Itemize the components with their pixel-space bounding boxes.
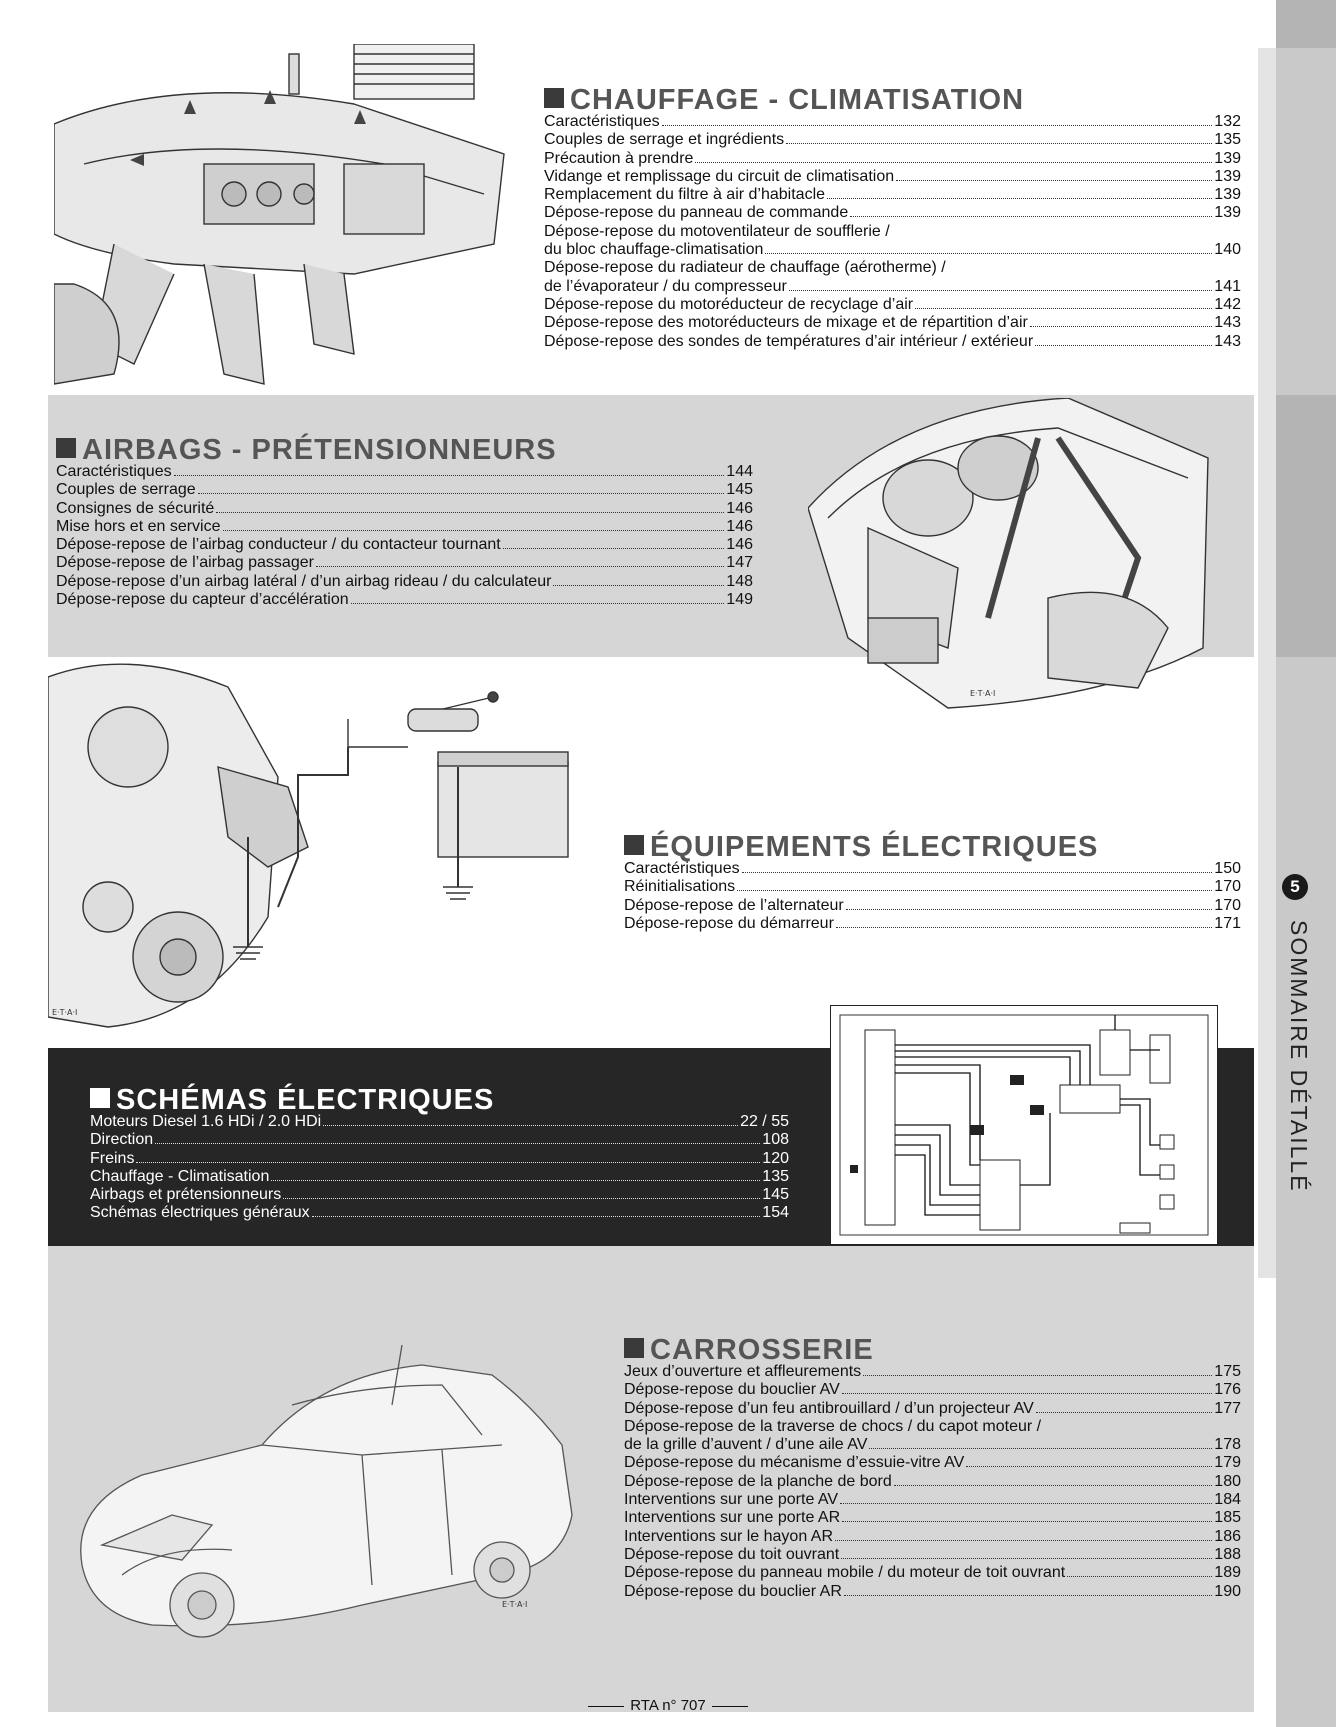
toc-entry xyxy=(624,1454,1241,1472)
toc-airbags xyxy=(56,463,753,609)
toc-entry-page: 140 xyxy=(1214,241,1241,259)
toc-leader-dots xyxy=(216,512,724,513)
toc-leader-dots xyxy=(1036,1412,1213,1413)
toc-entry-page: 178 xyxy=(1214,1436,1241,1454)
toc-entry-page: 149 xyxy=(726,591,753,609)
toc-entry xyxy=(90,1168,789,1186)
bullet-square-icon xyxy=(624,1338,644,1358)
toc-leader-dots xyxy=(827,198,1212,199)
toc-entry-page: 139 xyxy=(1214,167,1241,185)
toc-leader-dots xyxy=(323,1125,738,1126)
section-title-carrosserie xyxy=(624,1335,874,1365)
toc-entry-label: Dépose-repose du panneau de commande xyxy=(544,204,849,222)
toc-entry xyxy=(544,259,1241,277)
toc-entry-label: de l’évaporateur / du compresseur xyxy=(544,277,787,295)
toc-entry xyxy=(544,168,1241,186)
toc-entry-page: 180 xyxy=(1214,1472,1241,1490)
toc-entry xyxy=(624,860,1241,878)
toc-leader-dots xyxy=(841,1558,1212,1559)
toc-leader-dots xyxy=(283,1198,760,1199)
toc-entry xyxy=(624,1546,1241,1564)
toc-entry-page: 143 xyxy=(1214,314,1241,332)
section-title-chauffage xyxy=(544,85,1024,115)
footer-text: RTA n° 707 xyxy=(630,1697,706,1714)
toc-leader-dots xyxy=(553,585,724,586)
toc-leader-dots xyxy=(742,872,1213,873)
toc-entry-label: Chauffage - Climatisation xyxy=(90,1167,270,1185)
toc-entry-label: Caractéristiques xyxy=(56,463,172,480)
toc-leader-dots xyxy=(1035,345,1212,346)
chapter-number-badge: 5 xyxy=(1282,874,1308,900)
toc-entry-label: Jeux d’ouverture et affleurements xyxy=(624,1363,862,1380)
toc-entry xyxy=(544,278,1241,296)
page-footer xyxy=(0,1697,1336,1714)
toc-entry-label: Dépose-repose de l’airbag conducteur / du contacteur tournant xyxy=(56,536,501,554)
toc-entry xyxy=(56,573,753,591)
toc-entry-page: 175 xyxy=(1214,1363,1241,1380)
bullet-square-icon xyxy=(544,88,564,108)
toc-entry-page: 176 xyxy=(1214,1381,1241,1399)
toc-entry-label: Dépose-repose du toit ouvrant xyxy=(624,1545,840,1563)
toc-entry-page: 22 / 55 xyxy=(740,1113,789,1130)
toc-leader-dots xyxy=(1030,326,1212,327)
svg-text:E·T·A·I: E·T·A·I xyxy=(502,1600,528,1609)
toc-leader-dots xyxy=(842,1393,1212,1394)
bullet-square-icon xyxy=(90,1088,110,1108)
toc-entry-page: 145 xyxy=(762,1186,789,1204)
toc-entry-label: Caractéristiques xyxy=(544,113,660,130)
toc-entry xyxy=(624,915,1241,933)
side-strip-block xyxy=(1276,0,1336,48)
bullet-square-icon xyxy=(624,835,644,855)
toc-leader-dots xyxy=(695,162,1212,163)
toc-entry-label: Interventions sur le hayon AR xyxy=(624,1527,834,1545)
toc-entry xyxy=(90,1186,789,1204)
toc-entry xyxy=(544,131,1241,149)
toc-entry-page: 145 xyxy=(726,481,753,499)
toc-entry-page: 184 xyxy=(1214,1491,1241,1509)
toc-entry xyxy=(90,1150,789,1168)
toc-entry-page: 148 xyxy=(726,572,753,590)
toc-entry xyxy=(624,1491,1241,1509)
toc-entry xyxy=(624,1528,1241,1546)
toc-schemas xyxy=(90,1113,789,1223)
toc-entry-page: 170 xyxy=(1214,878,1241,896)
toc-entry xyxy=(544,314,1241,332)
toc-entry-label: de la grille d’auvent / d’une aile AV xyxy=(624,1436,868,1454)
toc-leader-dots xyxy=(840,1503,1212,1504)
toc-entry-page: 135 xyxy=(1214,131,1241,149)
toc-entry-label: Dépose-repose du capteur d’accélération xyxy=(56,591,349,609)
toc-entry xyxy=(624,1381,1241,1399)
toc-entry-page: 177 xyxy=(1214,1399,1241,1417)
toc-entry-page: 142 xyxy=(1214,295,1241,313)
toc-entry-label: Couples de serrage et ingrédients xyxy=(544,131,785,149)
toc-entry xyxy=(90,1113,789,1131)
svg-text:E·T·A·I: E·T·A·I xyxy=(970,689,996,698)
toc-leader-dots xyxy=(850,216,1212,217)
toc-entry xyxy=(56,463,753,481)
toc-entry xyxy=(624,878,1241,896)
section-title-airbags xyxy=(56,435,557,465)
section-title-text: CHAUFFAGE - CLIMATISATION xyxy=(570,84,1025,116)
toc-entry xyxy=(90,1131,789,1149)
toc-leader-dots xyxy=(155,1143,760,1144)
engine-battery-starter-illustration xyxy=(48,657,588,1037)
toc-leader-dots xyxy=(869,1448,1212,1449)
toc-entry xyxy=(624,1583,1241,1601)
toc-entry-label: Schémas électriques généraux xyxy=(90,1204,310,1222)
toc-leader-dots xyxy=(316,566,724,567)
toc-entry-page: 139 xyxy=(1214,186,1241,204)
toc-entry xyxy=(624,1400,1241,1418)
toc-leader-dots xyxy=(136,1162,760,1163)
dashboard-hvac-illustration xyxy=(54,44,514,394)
toc-entry-page: 146 xyxy=(726,499,753,517)
toc-entry xyxy=(56,591,753,609)
toc-entry-label: Mise hors et en service xyxy=(56,517,221,535)
toc-entry-page: 170 xyxy=(1214,896,1241,914)
toc-entry-label: Direction xyxy=(90,1131,154,1149)
toc-entry xyxy=(624,1509,1241,1527)
chapter-vertical-label: SOMMAIRE DÉTAILLÉ xyxy=(1286,920,1312,1193)
toc-entry-label: Dépose-repose d’un airbag latéral / d’un airbag rideau / du calculateur xyxy=(56,572,552,590)
section-title-equipements xyxy=(624,832,1098,862)
toc-entry-label: Dépose-repose du motoréducteur de recyclage d’air xyxy=(544,295,914,313)
toc-entry-label: Précaution à prendre xyxy=(544,149,694,167)
toc-entry-label: Dépose-repose du bouclier AR xyxy=(624,1582,842,1600)
toc-entry-page: 147 xyxy=(726,554,753,572)
toc-entry-page: 135 xyxy=(762,1167,789,1185)
side-tab-panel xyxy=(1258,48,1276,1278)
side-strip xyxy=(1276,0,1336,1727)
toc-leader-dots xyxy=(836,927,1212,928)
toc-leader-dots xyxy=(223,530,725,531)
section-title-text: SCHÉMAS ÉLECTRIQUES xyxy=(116,1084,495,1116)
toc-leader-dots xyxy=(896,180,1212,181)
section-title-schemas xyxy=(90,1085,494,1115)
section-title-text: ÉQUIPEMENTS ÉLECTRIQUES xyxy=(650,831,1099,863)
toc-entry-label: Dépose-repose d’un feu antibrouillard / d’un projecteur AV xyxy=(624,1399,1034,1417)
toc-entry-label: Dépose-repose du démarreur xyxy=(624,914,834,932)
footer-rule xyxy=(712,1706,748,1707)
toc-entry-label: Réinitialisations xyxy=(624,878,736,896)
toc-entry-page: 154 xyxy=(762,1204,789,1222)
toc-entry-label: Remplacement du filtre à air d’habitacle xyxy=(544,186,826,204)
toc-leader-dots xyxy=(789,290,1213,291)
toc-entry xyxy=(624,1436,1241,1454)
toc-entry xyxy=(624,1473,1241,1491)
toc-leader-dots xyxy=(174,475,725,476)
toc-entry-label: Dépose-repose du radiateur de chauffage (aérotherme) / xyxy=(544,259,946,277)
toc-entry xyxy=(56,500,753,518)
toc-entry-page: 188 xyxy=(1214,1545,1241,1563)
toc-leader-dots xyxy=(351,603,725,604)
toc-leader-dots xyxy=(844,1595,1212,1596)
toc-entry-label: Interventions sur une porte AR xyxy=(624,1509,841,1527)
toc-entry-page: 144 xyxy=(726,463,753,480)
toc-chauffage xyxy=(544,113,1241,351)
toc-entry-label: Dépose-repose des motoréducteurs de mixage et de répartition d’air xyxy=(544,314,1028,332)
toc-leader-dots xyxy=(503,548,725,549)
toc-leader-dots xyxy=(198,493,725,494)
toc-entry xyxy=(624,1363,1241,1381)
toc-entry-page: 146 xyxy=(726,536,753,554)
toc-entry xyxy=(56,518,753,536)
toc-entry xyxy=(544,223,1241,241)
toc-entry-label: Vidange et remplissage du circuit de climatisation xyxy=(544,167,895,185)
toc-entry-page: 139 xyxy=(1214,149,1241,167)
toc-entry-label: Caractéristiques xyxy=(624,860,740,877)
toc-entry xyxy=(90,1204,789,1222)
toc-entry-label: Moteurs Diesel 1.6 HDi / 2.0 HDi xyxy=(90,1113,322,1130)
toc-leader-dots xyxy=(863,1375,1212,1376)
toc-entry-page: 141 xyxy=(1214,277,1241,295)
toc-entry xyxy=(56,554,753,572)
toc-entry xyxy=(624,897,1241,915)
toc-leader-dots xyxy=(765,253,1212,254)
toc-entry-label: Dépose-repose de la planche de bord xyxy=(624,1472,892,1490)
footer-rule xyxy=(588,1706,624,1707)
toc-entry-page: 120 xyxy=(762,1149,789,1167)
svg-text:E·T·A·I: E·T·A·I xyxy=(52,1008,78,1017)
bullet-square-icon xyxy=(56,438,76,458)
toc-entry xyxy=(544,204,1241,222)
toc-entry-label: Dépose-repose de la traverse de chocs / du capot moteur / xyxy=(624,1417,1042,1435)
toc-entry-page: 171 xyxy=(1214,914,1241,932)
wiring-diagram-illustration xyxy=(830,1005,1218,1245)
toc-entry xyxy=(624,1564,1241,1582)
toc-entry-label: du bloc chauffage-climatisation xyxy=(544,241,764,259)
toc-entry xyxy=(56,536,753,554)
toc-entry-label: Dépose-repose du bouclier AV xyxy=(624,1381,840,1399)
toc-leader-dots xyxy=(662,125,1213,126)
toc-leader-dots xyxy=(846,909,1213,910)
toc-entry-page: 108 xyxy=(762,1131,789,1149)
toc-leader-dots xyxy=(312,1216,761,1217)
toc-entry-label: Interventions sur une porte AV xyxy=(624,1491,839,1509)
toc-leader-dots xyxy=(1067,1576,1212,1577)
toc-entry xyxy=(544,113,1241,131)
toc-entry-label: Freins xyxy=(90,1149,135,1167)
toc-entry xyxy=(624,1418,1241,1436)
toc-leader-dots xyxy=(894,1485,1213,1486)
toc-entry-label: Dépose-repose de l’airbag passager xyxy=(56,554,314,572)
toc-entry-label: Airbags et prétensionneurs xyxy=(90,1186,282,1204)
toc-entry-page: 189 xyxy=(1214,1564,1241,1582)
toc-entry-page: 146 xyxy=(726,517,753,535)
toc-entry xyxy=(544,186,1241,204)
toc-leader-dots xyxy=(966,1466,1212,1467)
side-strip-block xyxy=(1276,395,1336,657)
toc-entry-label: Dépose-repose du panneau mobile / du moteur de toit ouvrant xyxy=(624,1564,1066,1582)
toc-entry xyxy=(544,241,1241,259)
toc-entry xyxy=(56,481,753,499)
toc-entry-page: 179 xyxy=(1214,1454,1241,1472)
toc-entry-page: 132 xyxy=(1214,113,1241,130)
toc-entry-page: 150 xyxy=(1214,860,1241,877)
toc-entry-label: Dépose-repose du motoventilateur de soufflerie / xyxy=(544,222,890,240)
toc-leader-dots xyxy=(786,143,1212,144)
car-body-illustration xyxy=(62,1345,582,1650)
toc-entry-label: Dépose-repose du mécanisme d’essuie-vitre AV xyxy=(624,1454,965,1472)
section-title-text: CARROSSERIE xyxy=(650,1334,874,1366)
toc-entry-page: 190 xyxy=(1214,1582,1241,1600)
toc-entry xyxy=(544,150,1241,168)
toc-leader-dots xyxy=(737,890,1212,891)
toc-entry-page: 143 xyxy=(1214,332,1241,350)
airbags-car-interior-illustration xyxy=(808,398,1218,718)
toc-leader-dots xyxy=(915,308,1212,309)
toc-entry-label: Consignes de sécurité xyxy=(56,499,215,517)
toc-entry-label: Dépose-repose des sondes de températures d’air intérieur / extérieur xyxy=(544,332,1034,350)
toc-entry-label: Dépose-repose de l’alternateur xyxy=(624,896,844,914)
toc-carrosserie xyxy=(624,1363,1241,1601)
toc-entry-page: 186 xyxy=(1214,1527,1241,1545)
toc-leader-dots xyxy=(842,1521,1212,1522)
section-title-text: AIRBAGS - PRÉTENSIONNEURS xyxy=(82,434,557,466)
toc-entry xyxy=(544,296,1241,314)
toc-leader-dots xyxy=(835,1540,1212,1541)
toc-entry-page: 139 xyxy=(1214,204,1241,222)
toc-leader-dots xyxy=(271,1180,760,1181)
toc-entry-page: 185 xyxy=(1214,1509,1241,1527)
toc-entry xyxy=(544,333,1241,351)
toc-equipements xyxy=(624,860,1241,933)
toc-entry-label: Couples de serrage xyxy=(56,481,196,499)
